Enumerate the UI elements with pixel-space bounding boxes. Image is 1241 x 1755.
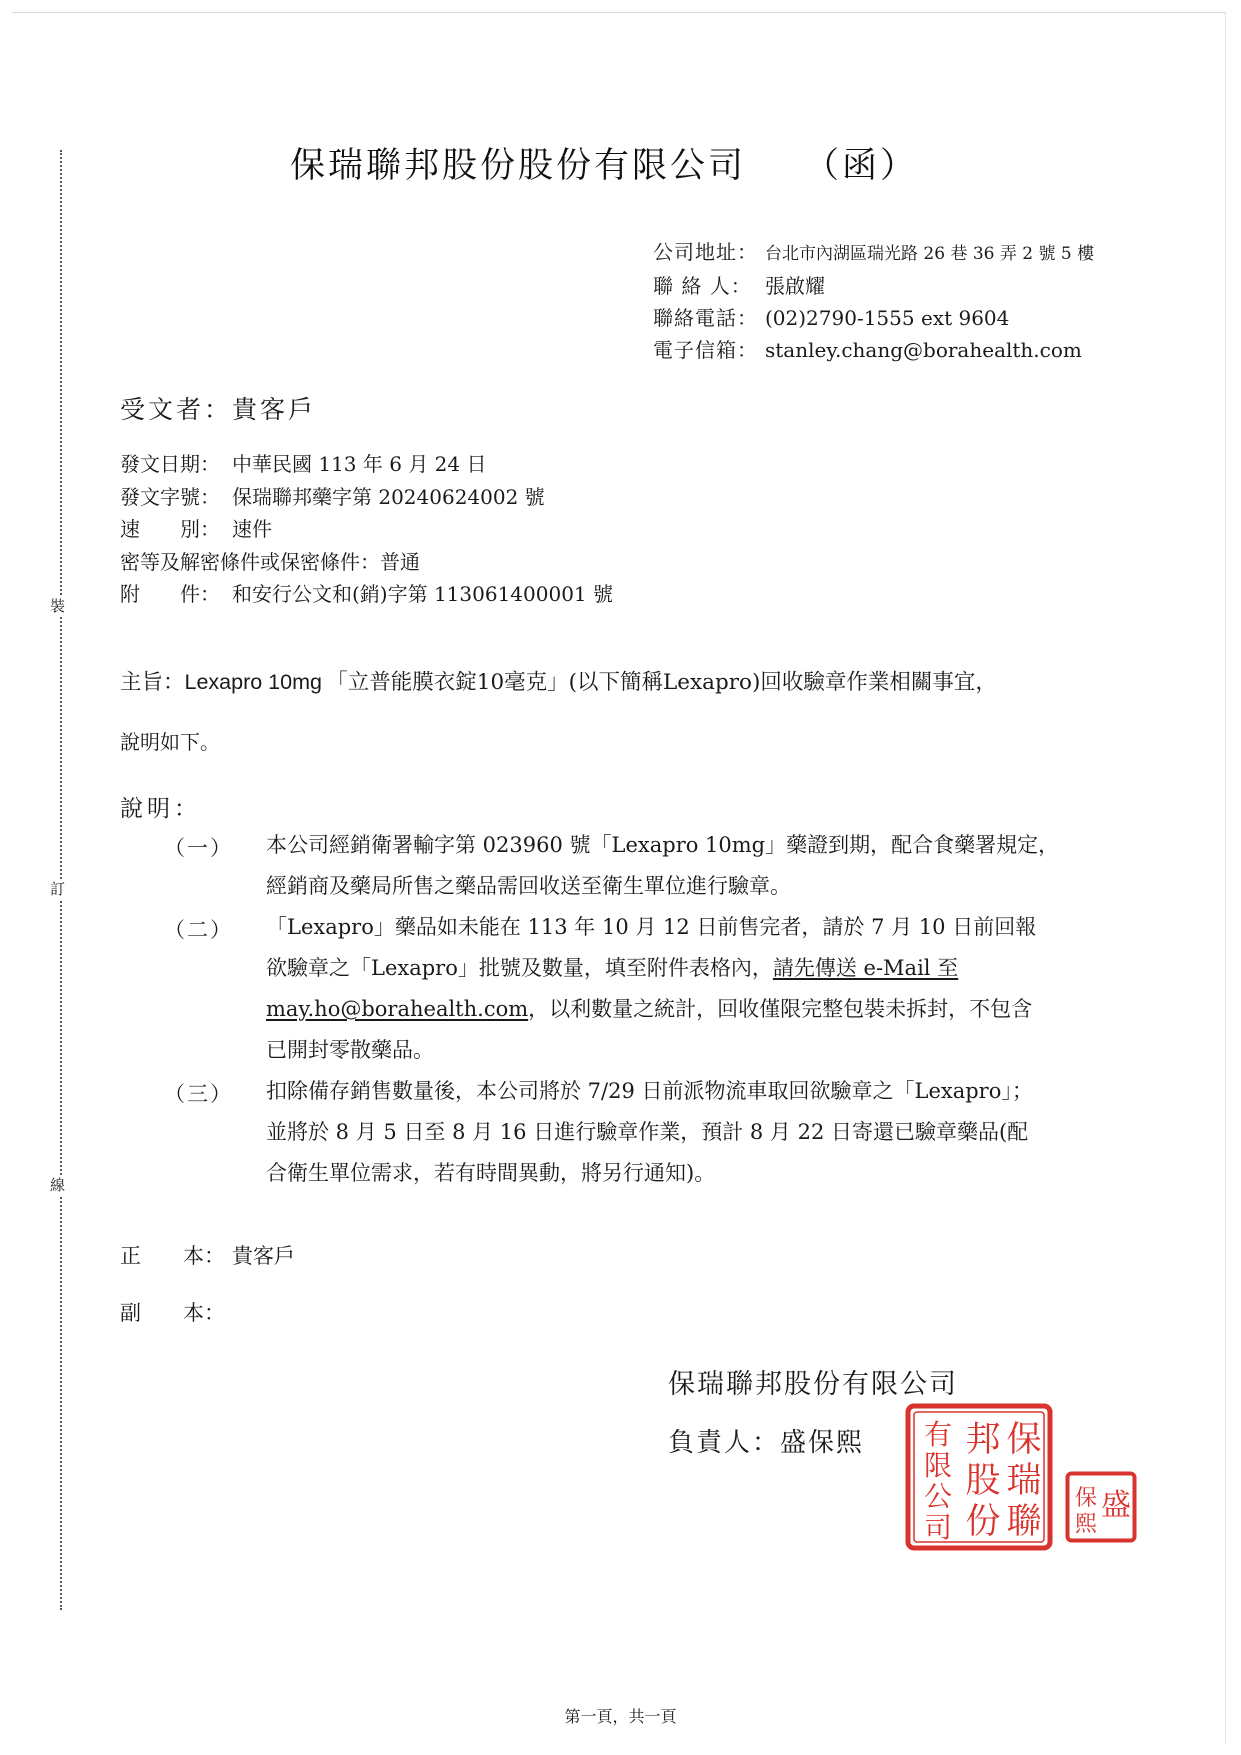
company-title: 保瑞聯邦股份股份有限公司	[290, 146, 747, 186]
binding-mark: 訂	[50, 880, 66, 898]
seal-char: 公	[923, 1480, 953, 1513]
document-title	[290, 138, 918, 188]
carbon-copy: 副 本：	[120, 1301, 225, 1325]
contact-address: 公司地址： 台北市內湖區瑞光路 26 巷 36 弄 2 號 5 樓	[653, 240, 1095, 264]
seal-char: 瑞	[1006, 1461, 1042, 1501]
secrecy-level: 密等及解密條件或保密條件：普通	[120, 549, 420, 574]
speed-class: 速 別： 速件	[120, 517, 272, 541]
original-recipient: 正 本： 貴客戶	[120, 1244, 295, 1268]
contact-phone: 聯絡電話： (02)2790-1555 ext 9604	[653, 306, 1010, 330]
seal-char: 盛	[1101, 1488, 1131, 1523]
document-number: 發文字號： 保瑞聯邦藥字第 20240624002 號	[120, 484, 545, 509]
subject-line	[120, 665, 997, 696]
issue-date: 發文日期： 中華民國 113 年 6 月 24 日	[120, 452, 487, 476]
subject-label: 主旨：	[120, 670, 185, 694]
email-instruction: 請先傳送 e-Mail 至	[772, 956, 959, 980]
seal-char: 保	[1006, 1420, 1042, 1460]
explanation-item-2: 「Lexapro」藥品如未能在 113 年 10 月 12 日前售完者，請於 7 月 10 日前回報 欲驗章之「Lexapro」批號及數量，填至附件表格內，請先傳送 e-Mail 至 may.ho@borahealth.com，以利數量之統計，回收僅限完整包裝未拆封，不包含 已開封零散藥品。	[266, 915, 1037, 1062]
subject-continuation: 說明如下。	[120, 730, 220, 754]
personal-seal	[1065, 1471, 1137, 1543]
explanation-heading: 說明：	[120, 796, 201, 822]
contact-email: 電子信箱： stanley.chang@borahealth.com	[653, 338, 1082, 362]
email-address: may.ho@borahealth.com	[266, 997, 529, 1021]
seal-char: 司	[923, 1511, 953, 1544]
contact-person: 聯 絡 人： 張啟耀	[653, 274, 825, 298]
item-number: （二）	[164, 918, 233, 942]
document-type: （函）	[804, 146, 919, 186]
item-number: （三）	[164, 1082, 233, 1106]
page-footer: 第一頁，共一頁	[564, 1707, 677, 1726]
seal-char: 股	[965, 1461, 1001, 1501]
subject-product: Lexapro 10mg	[184, 670, 322, 694]
seal-char: 有	[923, 1418, 953, 1451]
document-meta	[120, 448, 613, 611]
seal-char: 限	[923, 1449, 953, 1482]
explanation-item-3: 扣除備存銷售數量後，本公司將於 7/29 日前派物流車取回欲驗章之「Lexapro」； 並將於 8 月 5 日至 8 月 16 日進行驗章作業，預計 8 月 22 日寄還已驗章藥品(配 合衛生單位需求，若有時間異動，將另行通知)。	[266, 1079, 1033, 1185]
company-seal	[905, 1403, 1053, 1551]
signature-person: 負責人：盛保熙	[668, 1428, 865, 1458]
seal-char: 份	[965, 1502, 1001, 1542]
binding-mark: 裝	[50, 597, 66, 615]
seal-char: 保	[1074, 1486, 1098, 1511]
signature-company: 保瑞聯邦股份有限公司	[668, 1369, 958, 1400]
explanation-item-1: 本公司經銷衛署輸字第 023960 號「Lexapro 10mg」藥證到期，配合食藥署規定， 經銷商及藥局所售之藥品需回收送至衛生單位進行驗章。	[266, 833, 1060, 898]
subject-text: 「立普能膜衣錠10毫克」(以下簡稱Lexapro)回收驗章作業相關事宜，	[326, 670, 997, 695]
contact-block	[653, 236, 1094, 366]
seal-char: 聯	[1006, 1502, 1042, 1542]
binding-mark: 線	[50, 1176, 66, 1194]
seal-char: 熙	[1074, 1512, 1098, 1537]
item-number: （一）	[164, 836, 233, 860]
seal-char: 邦	[965, 1420, 1001, 1460]
recipient: 受文者：貴客戶	[120, 395, 317, 424]
attachment: 附 件： 和安行公文和(銷)字第 113061400001 號	[120, 582, 614, 606]
